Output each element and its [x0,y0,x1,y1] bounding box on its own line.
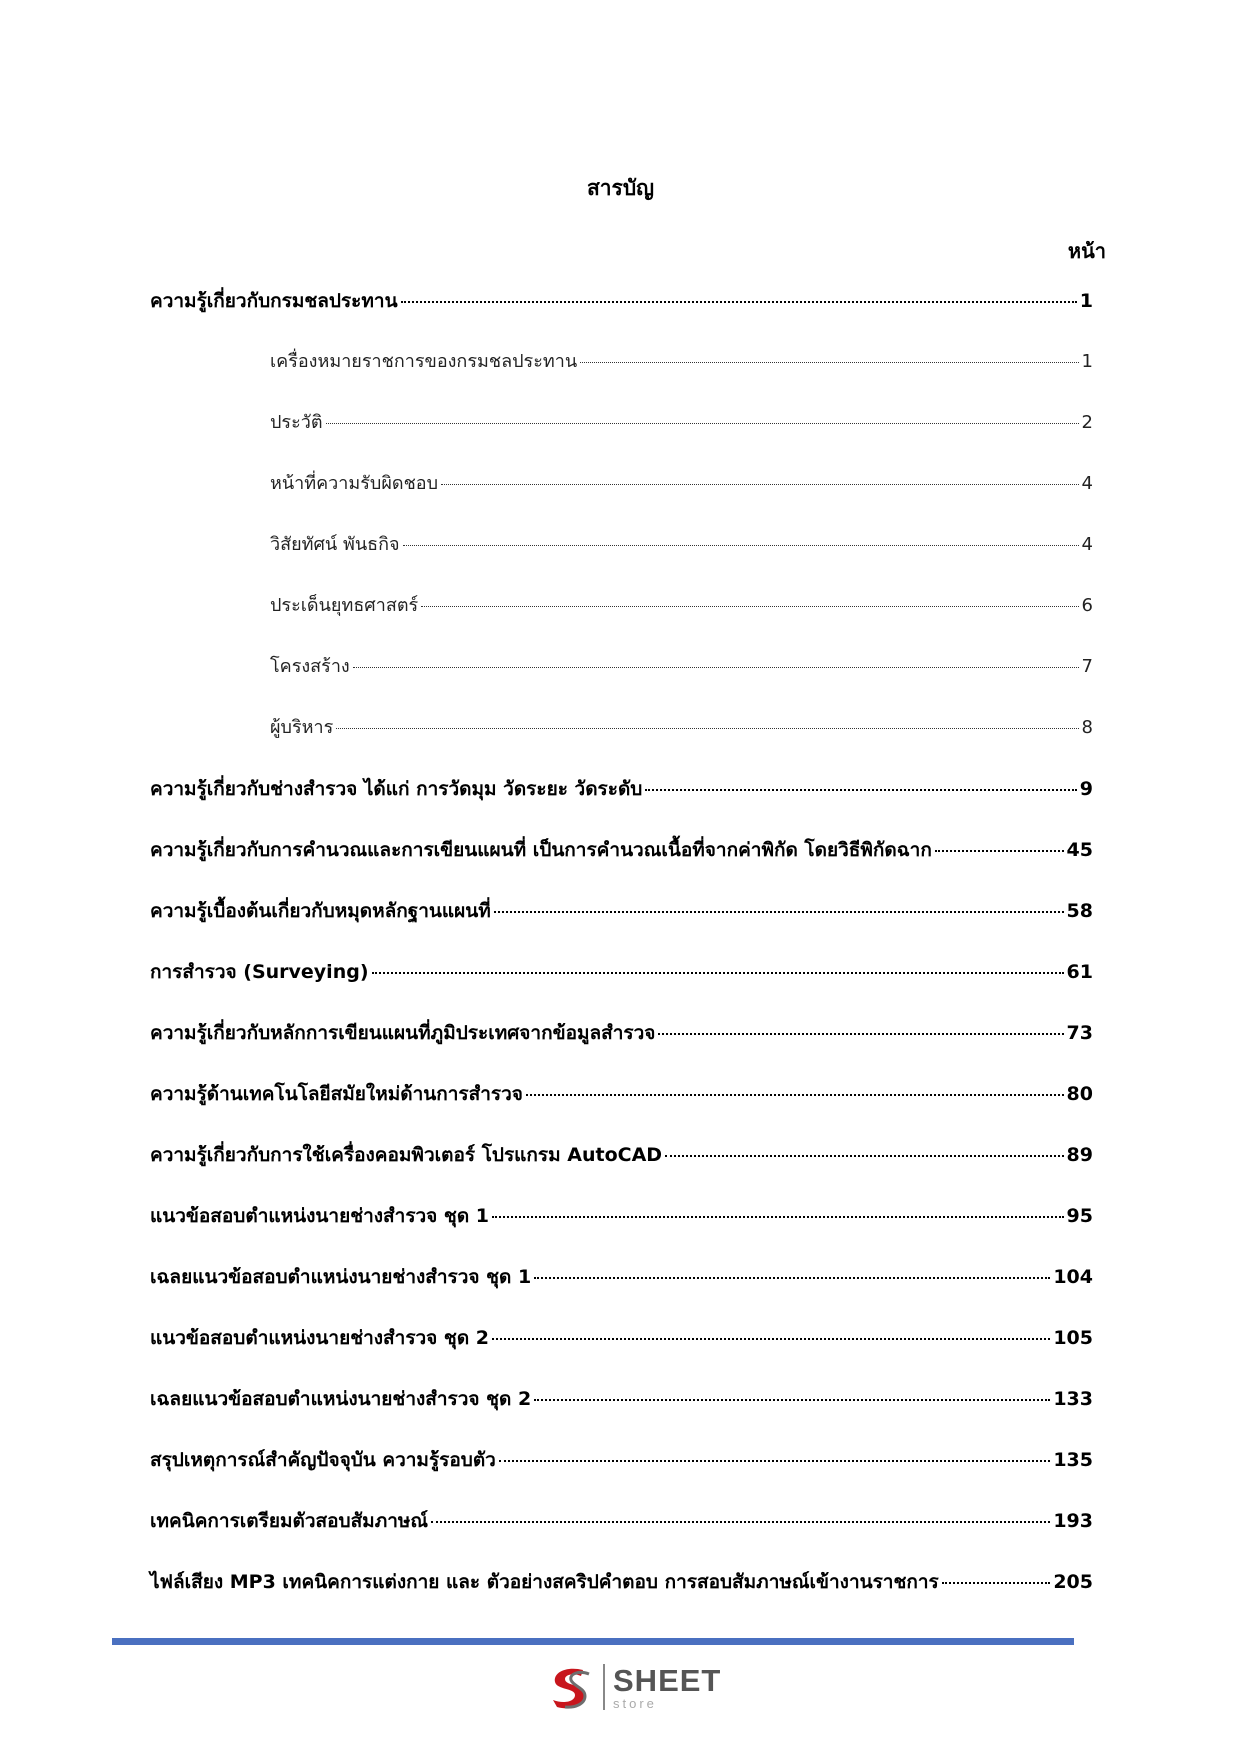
brand-name [613,1662,722,1711]
toc-entry-page: 6 [1081,595,1093,616]
toc-entry-page: 205 [1053,1571,1093,1593]
toc-entry[interactable] [150,1383,1093,1444]
toc-entry-title: หน้าที่ความรับผิดชอบ [270,473,439,494]
toc-entry-title: ความรู้เบื้องต้นเกี่ยวกับหมุดหลักฐานแผนที่ [150,900,491,922]
toc-entry-title: การสำรวจ (Surveying) [150,961,369,983]
toc-entry-page: 89 [1066,1144,1093,1166]
toc-entry-page: 1 [1079,290,1093,312]
toc-entry-title: ความรู้เกี่ยวกับการคำนวณและการเขียนแผนที่ เป็นการคำนวณเนื้อที่จากค่าพิกัด โดยวิธีพิกัดฉาก [150,839,932,861]
toc-entry[interactable] [150,1017,1093,1078]
toc-entry-title: ความรู้เกี่ยวกับการใช้เครื่องคอมพิวเตอร์ โปรแกรม AutoCAD [150,1144,663,1166]
toc-subentry[interactable] [150,529,1093,590]
brand-main-text: SHEET [613,1662,722,1698]
toc-entry[interactable] [150,1078,1093,1139]
footer-logo [545,1662,721,1712]
toc-dot-leader [441,464,1079,485]
page-number-header: หน้า [1067,239,1106,263]
toc-entry[interactable] [150,956,1093,1017]
toc-entry[interactable] [150,1505,1093,1566]
toc-entry-title: ความรู้เกี่ยวกับช่างสำรวจ ได้แก่ การวัดมุม วัดระยะ วัดระดับ [150,778,643,800]
toc-entry-page: 8 [1081,717,1093,738]
toc-entry-title: ความรู้เกี่ยวกับกรมชลประทาน [150,290,398,312]
toc-entry[interactable] [150,1322,1093,1383]
toc-entry-title: แนวข้อสอบตำแหน่งนายช่างสำรวจ ชุด 2 [150,1327,490,1349]
toc-entry-title: วิสัยทัศน์ พันธกิจ [270,534,400,555]
page-title: สารบัญ [586,176,655,200]
toc-entry-title: ความรู้เกี่ยวกับหลักการเขียนแผนที่ภูมิประเทศจากข้อมูลสำรวจ [150,1022,656,1044]
toc-entry-page: 61 [1066,961,1093,983]
toc-dot-leader [645,769,1076,791]
toc-dot-leader [534,1379,1050,1401]
toc-entry-title: ผู้บริหาร [270,717,334,738]
toc-dot-leader [935,830,1064,852]
toc-entry[interactable] [150,1139,1093,1200]
toc-subentry[interactable] [150,407,1093,468]
toc-entry-page: 73 [1066,1022,1093,1044]
toc-entry-page: 105 [1053,1327,1093,1349]
toc-dot-leader [665,1135,1064,1157]
toc-dot-leader [658,1013,1063,1035]
toc-entry-title: สรุปเหตุการณ์สำคัญปัจจุบัน ความรู้รอบตัว [150,1449,496,1471]
toc-entry[interactable] [150,1444,1093,1505]
toc-entry-page: 133 [1053,1388,1093,1410]
toc-entry-page: 45 [1066,839,1093,861]
logo-separator [603,1664,605,1710]
toc-entry-title: เฉลยแนวข้อสอบตำแหน่งนายช่างสำรวจ ชุด 2 [150,1388,532,1410]
toc-entry-page: 58 [1066,900,1093,922]
toc-dot-leader [431,1501,1050,1523]
toc-dot-leader [401,281,1077,303]
toc-entry-page: 7 [1081,656,1093,677]
toc-entry-title: ประวัติ [270,412,323,433]
toc-entry-page: 104 [1053,1266,1093,1288]
toc-entry-title: ความรู้ด้านเทคโนโลยีสมัยใหม่ด้านการสำรวจ [150,1083,523,1105]
toc-entry-page: 80 [1066,1083,1093,1105]
toc-dot-leader [326,403,1079,424]
toc-entry-title: เฉลยแนวข้อสอบตำแหน่งนายช่างสำรวจ ชุด 1 [150,1266,532,1288]
toc-dot-leader [492,1318,1050,1340]
toc-dot-leader [353,647,1079,668]
toc-dot-leader [336,708,1078,729]
toc-entry-page: 135 [1053,1449,1093,1471]
toc-entry-page: 4 [1081,534,1093,555]
table-of-contents [150,285,1093,1627]
toc-subentry[interactable] [150,468,1093,529]
toc-entry-page: 9 [1079,778,1093,800]
toc-dot-leader [534,1257,1050,1279]
toc-entry[interactable] [150,834,1093,895]
toc-entry[interactable] [150,1261,1093,1322]
brand-sub-text: store [613,1695,657,1711]
toc-subentry[interactable] [150,712,1093,773]
toc-dot-leader [494,891,1064,913]
toc-entry-page: 1 [1081,351,1093,372]
toc-dot-leader [499,1440,1050,1462]
toc-entry-title: โครงสร้าง [270,656,350,677]
toc-entry-page: 4 [1081,473,1093,494]
toc-entry-title: เครื่องหมายราชการของกรมชลประทาน [270,351,578,372]
toc-entry-page: 193 [1053,1510,1093,1532]
toc-entry-title: ประเด็นยุทธศาสตร์ [270,595,419,616]
toc-subentry[interactable] [150,346,1093,407]
toc-subentry[interactable] [150,590,1093,651]
toc-entry-title: เทคนิคการเตรียมตัวสอบสัมภาษณ์ [150,1510,429,1532]
toc-entry[interactable] [150,1566,1093,1627]
sheet-store-logo-icon [545,1662,595,1712]
toc-entry[interactable] [150,773,1093,834]
toc-entry[interactable] [150,895,1093,956]
toc-entry-page: 95 [1066,1205,1093,1227]
footer-divider [112,1638,1074,1645]
toc-entry[interactable] [150,1200,1093,1261]
toc-dot-leader [421,586,1078,607]
toc-entry-page: 2 [1081,412,1093,433]
toc-entry-title: ไฟล์เสียง MP3 เทคนิคการแต่งกาย และ ตัวอย่างสคริปคำตอบ การสอบสัมภาษณ์เข้างานราชการ [150,1571,939,1593]
toc-dot-leader [403,525,1079,546]
toc-dot-leader [492,1196,1064,1218]
toc-dot-leader [580,342,1078,363]
toc-dot-leader [526,1074,1064,1096]
toc-entry-title: แนวข้อสอบตำแหน่งนายช่างสำรวจ ชุด 1 [150,1205,490,1227]
toc-entry[interactable] [150,285,1093,346]
toc-dot-leader [942,1562,1051,1584]
toc-dot-leader [372,952,1064,974]
toc-subentry[interactable] [150,651,1093,712]
